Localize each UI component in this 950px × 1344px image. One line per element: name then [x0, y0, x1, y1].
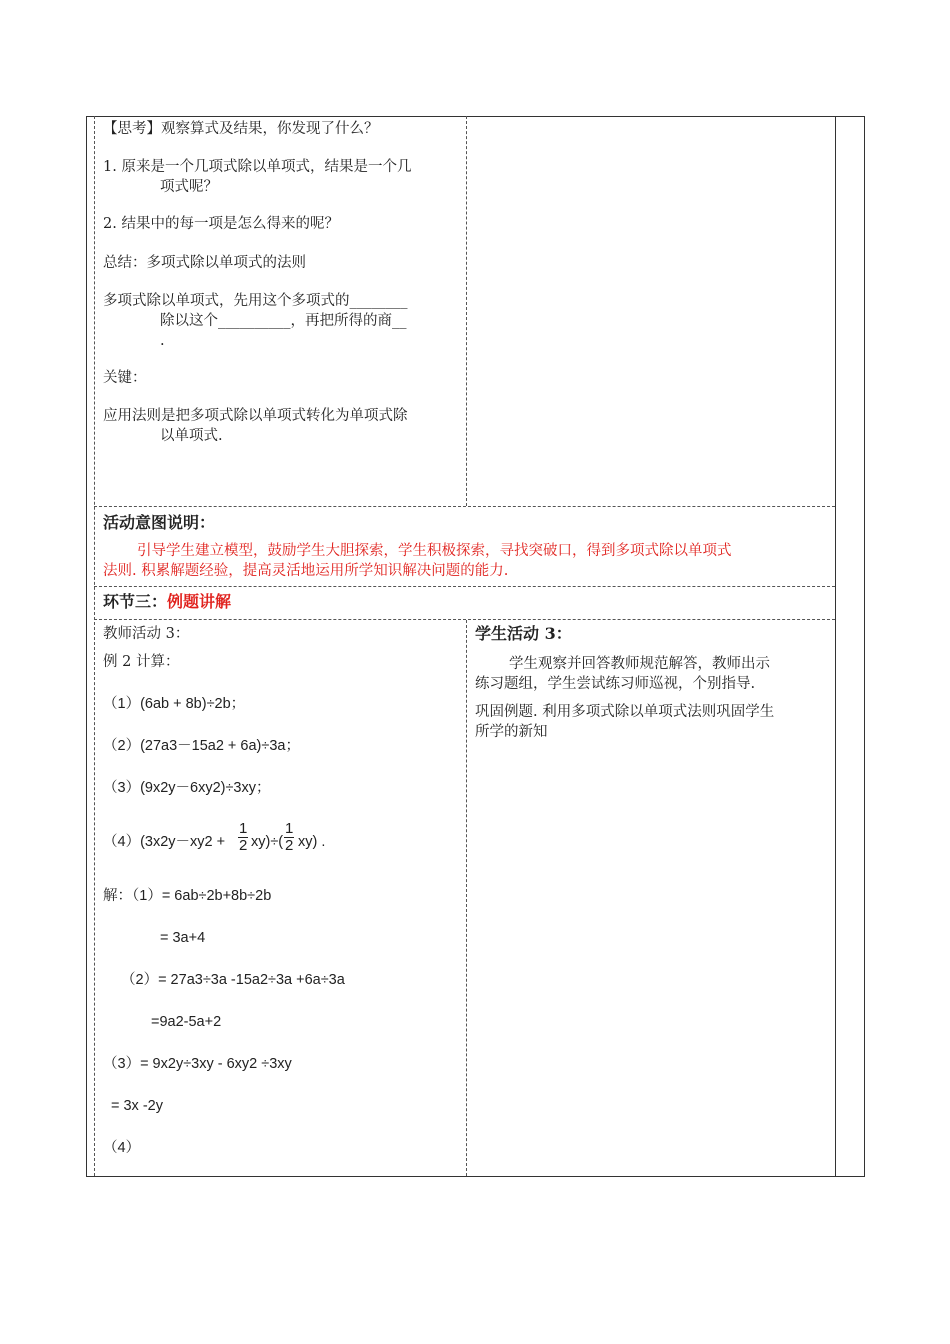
problem-1: （1）(6ab + 8b)÷2b；	[103, 696, 246, 712]
question-2: 2. 结果中的每一项是怎么得来的呢？	[103, 216, 339, 232]
border-top	[86, 116, 865, 117]
border-left	[86, 116, 87, 1177]
fraction-half-1	[238, 821, 248, 854]
border-right-inner	[835, 116, 836, 1177]
student-label: 学生活动 3：	[475, 624, 572, 643]
intent-text-line-2: 法则. 积累解题经验，提高灵活地运用所学知识解决问题的能力.	[103, 563, 509, 579]
dash-mid-top	[466, 116, 467, 506]
fraction-2-denominator: 2	[285, 837, 294, 854]
solution-3-a: （3）= 9x2y÷3xy - 6xy2 ÷3xy	[103, 1056, 292, 1072]
border-right	[864, 116, 865, 1177]
apply-line-1: 应用法则是把多项式除以单项式转化为单项式除	[103, 408, 408, 424]
fraction-1-denominator: 2	[239, 837, 248, 854]
rule-line-3: .	[160, 333, 165, 349]
student-text-2-line-1: 巩固例题. 利用多项式除以单项式法则巩固学生	[475, 704, 775, 720]
fraction-1-numerator: 1	[239, 820, 248, 837]
fraction-2-numerator: 1	[285, 820, 294, 837]
student-text-1-line-1: 学生观察并回答教师规范解答，教师出示	[509, 656, 770, 672]
solution-1-a: 解：（1）= 6ab÷2b+8b÷2b	[103, 888, 272, 904]
teacher-label: 教师活动 3：	[103, 626, 190, 642]
problem-4-part-c: xy) .	[298, 834, 326, 850]
solution-3-b: = 3x -2y	[111, 1098, 163, 1114]
rule-line-1: 多项式除以单项式，先用这个多项式的________	[103, 293, 408, 309]
intent-text-line-1: 引导学生建立模型，鼓励学生大胆探索，学生积极探索，寻找突破口，得到多项式除以单项式	[137, 543, 732, 559]
summary: 总结：多项式除以单项式的法则	[103, 255, 306, 271]
border-bottom	[86, 1176, 865, 1177]
student-text-1-line-2: 练习题组，学生尝试练习师巡视，个别指导.	[475, 676, 756, 692]
apply-line-2: 以单项式.	[160, 428, 223, 444]
solution-2-b: =9a2-5a+2	[151, 1014, 222, 1030]
think-label: 【思考】观察算式及结果，你发现了什么？	[103, 121, 379, 137]
solution-2-a: （2）= 27a3÷3a -15a2÷3a +6a÷3a	[121, 972, 345, 988]
problem-4-part-b: xy)÷(	[251, 834, 284, 850]
dash-left-inner	[94, 116, 95, 1176]
fraction-half-2	[284, 821, 294, 854]
problem-4-part-a: （4）(3x2y－xy2 +	[103, 834, 226, 850]
solution-4: （4）	[103, 1140, 141, 1156]
section-3-title: 例题讲解	[167, 592, 232, 611]
rule-line-2: 除以这个__________，再把所得的商__	[160, 313, 407, 329]
section-3-prefix: 环节三：	[103, 592, 168, 611]
key-label: 关键：	[103, 370, 147, 386]
section-3-heading	[103, 592, 231, 612]
dash-row-2	[94, 586, 835, 587]
example-label: 例 2 计算：	[103, 654, 180, 670]
intent-title: 活动意图说明：	[103, 513, 216, 532]
problem-3: （3）(9x2y－6xy2)÷3xy；	[103, 780, 271, 796]
dash-row-3	[94, 619, 835, 620]
dash-mid-bottom	[466, 620, 467, 1176]
problem-2: （2）(27a3－15a2 + 6a)÷3a；	[103, 738, 300, 754]
solution-1-b: = 3a+4	[160, 930, 206, 946]
dash-row-1	[94, 506, 835, 507]
student-text-2-line-2: 所学的新知	[475, 724, 548, 740]
question-1-line-2: 项式呢？	[160, 179, 218, 195]
question-1-line-1: 1. 原来是一个几项式除以单项式，结果是一个几	[103, 159, 412, 175]
